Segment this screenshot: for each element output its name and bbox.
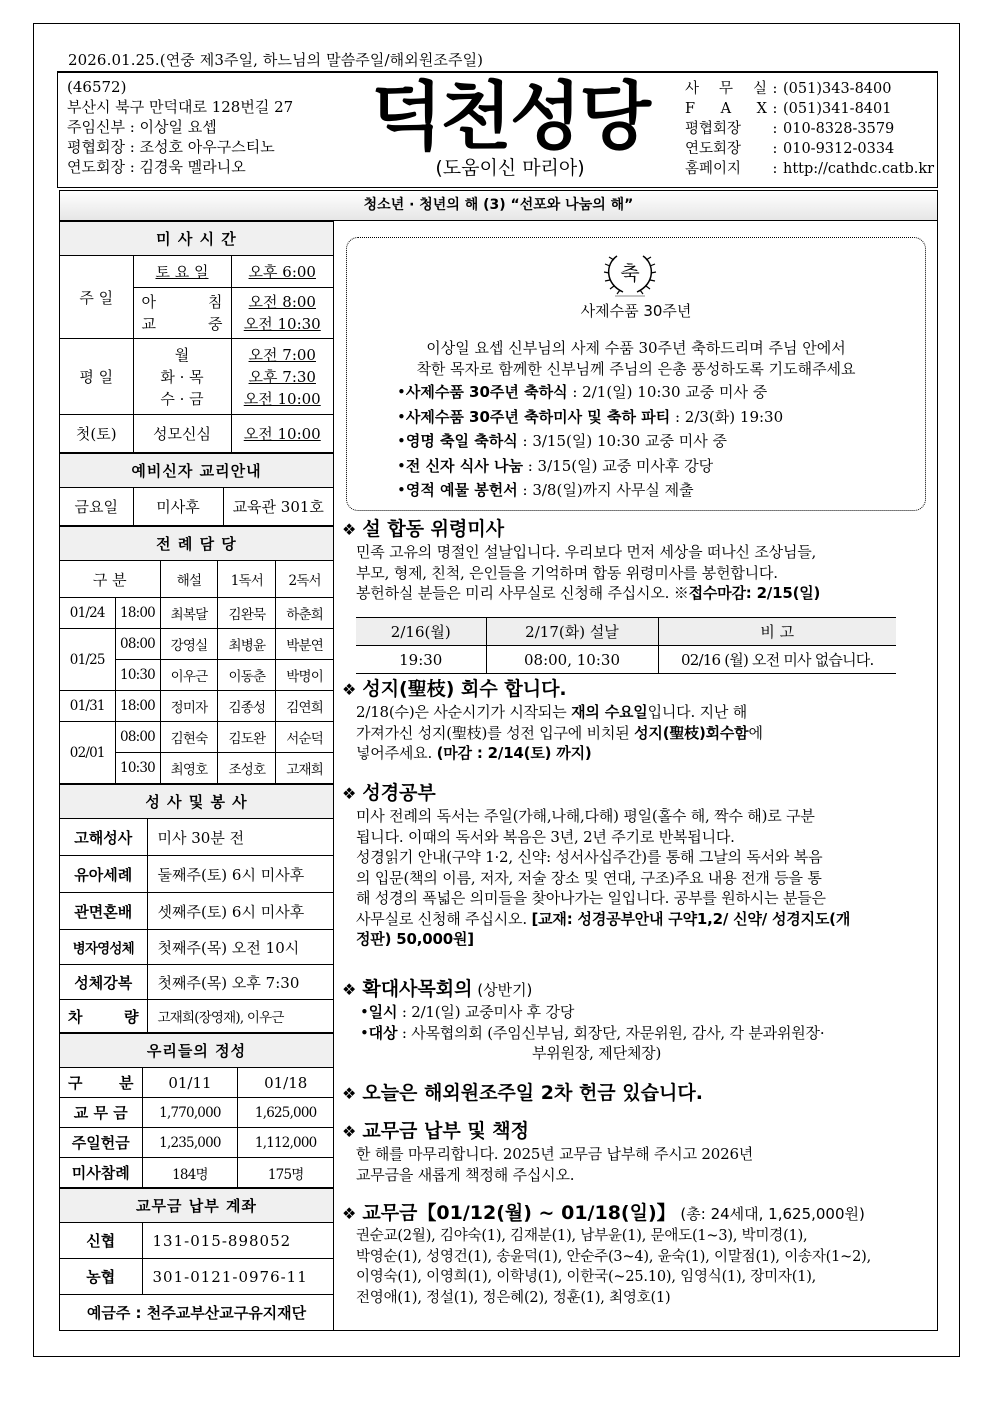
offerings-table <box>60 1033 333 1188</box>
liturgy-table <box>60 526 333 784</box>
table-row: 구 분 01/11 01/18 <box>60 1068 333 1098</box>
table-row: 차 량 고재희(장영재), 이우근 <box>60 1000 333 1033</box>
contact-requiem: 연도회장 : 010-9312-0334 <box>685 141 895 157</box>
catechumen-time: 미사후 <box>133 488 223 526</box>
catechumen-day: 금요일 <box>60 488 133 526</box>
table-row: 고해성사 미사 30분 전 <box>60 819 333 856</box>
table-row: 01/31 18:00 정미자 김종성 김연희 <box>60 691 333 722</box>
council-section: ❖ 확대사목회의 (상반기) •일시 : 2/1(일) 교중미사 후 강당 •대상 : 사목협의회 (주임신부님, 회장단, 자문위원, 감사, 각 분과위원장· 부위원장, 제단체장) <box>342 977 922 1064</box>
table-row: 10:30 최영호 조성호 고재희 <box>60 753 333 784</box>
contact-office: 사 무 실 : (051)343-8400 <box>685 81 892 97</box>
address: 부산시 북구 만덕대로 128번길 27 <box>67 98 294 116</box>
sunday-label: 주 일 <box>60 256 133 339</box>
right-column <box>334 221 937 1330</box>
liturgy-title: 전 례 담 당 <box>60 527 333 561</box>
table-row: 신협 131-015-898052 <box>60 1223 333 1259</box>
sat-day: 토 요 일 <box>133 256 231 288</box>
mass-times-title: 미 사 시 간 <box>60 222 333 256</box>
diamond-bullet-icon: ❖ <box>342 1084 357 1103</box>
church-patron: (도움이신 마리아) <box>435 157 585 179</box>
section-title: ❖ 성지(聖枝) 회수 합니다. <box>342 678 567 700</box>
mass-times-table <box>60 221 333 453</box>
contact-block <box>685 79 934 179</box>
address-block <box>67 77 293 177</box>
section-title: ❖ 확대사목회의 (상반기) <box>342 978 533 1000</box>
weekday-days: 월 화 · 목 수 · 금 <box>133 339 231 415</box>
liturgy-header-commentary: 해설 <box>160 561 218 598</box>
table-row: 성체강복 첫째주(목) 오후 7:30 <box>60 965 333 1000</box>
catechumen-table <box>60 453 333 526</box>
left-column <box>60 221 334 1330</box>
dues-section: ❖ 교무금 납부 및 책정 한 해를 마무리합니다. 2025년 교무금 납부해 주시고 2026년 교무금을 새롭게 책정해 주십시오. <box>342 1119 922 1185</box>
diamond-bullet-icon: ❖ <box>342 520 357 539</box>
table-row: 관면혼배 셋째주(토) 6시 미사후 <box>60 893 333 930</box>
contact-council: 평협회장 : 010-8328-3579 <box>685 121 895 137</box>
contact-fax: F A X : (051)341-8401 <box>685 101 892 117</box>
requiem-president: 연도회장 : 김경욱 멜라니오 <box>67 158 246 176</box>
first-sat-day: 성모신심 <box>133 415 231 453</box>
table-row: 주일헌금 1,235,000 1,112,000 <box>60 1128 333 1158</box>
memorial-mass-section: ❖ 설 합동 위령미사 민족 고유의 명절인 설날입니다. 우리보다 먼저 세상을 떠나신 조상님들, 부모, 형제, 친척, 은인들을 기억하며 합동 위령미사를 봉헌합니다. 봉헌하실 분들은 미리 사무실로 신청해 주십시오. ※접수마감: 2/15(일) <box>342 517 922 604</box>
table-row: 10:30 이우근 이동춘 박명이 <box>60 660 333 691</box>
masthead <box>57 71 938 188</box>
weekday-times: 오전 7:00 오후 7:30 오전 10:00 <box>231 339 333 415</box>
postal-code: (46572) <box>67 78 127 96</box>
catechumen-title: 예비신자 교리안내 <box>60 454 333 488</box>
anniversary-box <box>346 237 926 511</box>
section-title: ❖ 교무금 납부 및 책정 <box>342 1120 530 1142</box>
bible-study-section: ❖ 성경공부 미사 전례의 독서는 주일(가해,나해,다해) 평일(홀수 해, 짝수 해)로 구분 됩니다. 이때의 독서와 복음은 3년, 2년 주기로 반복됩니다. 성경읽기 안내(구약 1·2, 신약: 성서사십주간)를 통해 그날의 독서와 복음 의 입문(책의 이름, 저자, 저술 장소 및 연대, 구조)주요 내용 전개 등을 통 해 성경의 폭넓은 의미들을 찾아나가는 일입니다. 공부를 원하시는 분들은 사무실로 신청해 주십시오. [교재: 성경공부안내 구약1,2/ 신약/ 성경지도(개 정판) 50,000원] <box>342 781 922 950</box>
overseas-aid-section <box>342 1081 922 1106</box>
section-title: ❖ 설 합동 위령미사 <box>342 518 505 540</box>
content-box <box>59 190 938 1331</box>
anniversary-events <box>397 380 783 503</box>
weekday-label: 평 일 <box>60 339 133 415</box>
first-sat-label: 첫(토) <box>60 415 133 453</box>
section-title: ❖ 오늘은 해외원조주일 2차 헌금 있습니다. <box>342 1082 703 1104</box>
memorial-mass-table: 2/16(월) 2/17(화) 설날 비 고 19:30 08:00, 10:30 02/16 (월) 오전 미사 없습니다. <box>356 617 896 674</box>
liturgy-header-reading1: 1독서 <box>218 561 276 598</box>
accounts-title: 교무금 납부 계좌 <box>60 1189 333 1223</box>
sacraments-title: 성 사 및 봉 사 <box>60 785 333 819</box>
first-sat-time: 오전 10:00 <box>231 415 333 453</box>
table-row: 교 무 금 1,770,000 1,625,000 <box>60 1098 333 1128</box>
section-title: ❖ 교무금【01/12(월) ~ 01/18(일)】 (총: 24세대, 1,625,000원) <box>342 1202 865 1224</box>
table-row: 미사참례 184명 175명 <box>60 1158 333 1188</box>
diamond-bullet-icon: ❖ <box>342 784 357 803</box>
anniversary-title: 사제수품 30주년 <box>580 302 692 320</box>
table-row: 농협 301-0121-0976-11 <box>60 1259 333 1295</box>
church-name: 덕천성당 <box>371 74 649 160</box>
table-row: 02/01 08:00 김현숙 김도완 서순덕 <box>60 722 333 753</box>
list-item: •영적 예물 봉헌서 : 3/8(일)까지 사무실 제출 <box>397 481 694 499</box>
laurel-wreath-icon <box>599 248 661 298</box>
palm-section: ❖ 성지(聖枝) 회수 합니다. 2/18(수)은 사순시기가 시작되는 재의 수요일입니다. 지난 해 가져가신 성지(聖枝)를 성전 입구에 비치된 성지(聖枝)회수함에 넣어주세요. (마감 : 2/14(토) 까지) <box>342 677 922 764</box>
list-item: •사제수품 30주년 축하미사 및 축하 파티 : 2/3(화) 19:30 <box>397 407 784 426</box>
table-row: 병자영성체 첫째주(목) 오전 10시 <box>60 930 333 965</box>
sacraments-table <box>60 784 333 1033</box>
dues-list-section: ❖ 교무금【01/12(월) ~ 01/18(일)】 (총: 24세대, 1,625,000원) 권순교(2월), 김야숙(1), 김재분(1), 남부윤(1), 문애도(1~3), 박미경(1), 박영순(1), 성영건(1), 송윤덕(1), 안순주(3~4), 윤숙(1), 이말점(1), 이송자(1~2), 이영숙(1), 이영희(1), 이학녕(1), 이한국(~25.10), 임영식(1), 장미자(1), 전영애(1), 정설(1), 정은혜(2), 정훈(1), 최영호(1) <box>342 1201 922 1308</box>
liturgy-header-reading2: 2독서 <box>276 561 333 598</box>
diamond-bullet-icon: ❖ <box>342 1204 357 1223</box>
dateline: 2026.01.25.(연중 제3주일, 하느님의 말씀주일/해외원조주일) <box>68 51 484 69</box>
sat-time: 오후 6:00 <box>231 256 333 288</box>
list-item: •사제수품 30주년 축하식 : 2/1(일) 10:30 교중 미사 중 <box>397 383 768 401</box>
diamond-bullet-icon: ❖ <box>342 1122 357 1141</box>
pastor: 주임신부 : 이상일 요셉 <box>67 118 217 136</box>
diamond-bullet-icon: ❖ <box>342 980 357 999</box>
table-row: 01/24 18:00 최복달 김완묵 하춘희 <box>60 598 333 629</box>
catechumen-place: 교육관 301호 <box>223 488 333 526</box>
section-title: ❖ 성경공부 <box>342 782 436 804</box>
account-holder: 예금주 : 천주교부산교구유지재단 <box>60 1295 333 1331</box>
contact-homepage[interactable]: 홈페이지 : http://cathdc.catb.kr <box>685 161 935 177</box>
sunday-times: 오전 8:00 오전 10:30 <box>231 288 333 339</box>
diamond-bullet-icon: ❖ <box>342 680 357 699</box>
liturgy-header-category: 구 분 <box>60 561 160 598</box>
list-item: •전 신자 식사 나눔 : 3/15(일) 교중 미사후 강당 <box>397 456 714 475</box>
list-item: •영명 축일 축하식 : 3/15(일) 10:30 교중 미사 중 <box>397 432 727 450</box>
sunday-days: 아 침 교 중 <box>133 288 231 339</box>
svg-text:축: 축 <box>620 261 640 285</box>
offerings-title: 우리들의 정성 <box>60 1034 333 1068</box>
anniversary-message: 이상일 요셉 신부님의 사제 수품 30주년 축하드리며 주님 안에서 착한 목자로 함께한 신부님께 주님의 은총 풍성하도록 기도해주세요 <box>416 339 856 378</box>
table-row: 01/25 08:00 강영실 최병윤 박분연 <box>60 629 333 660</box>
accounts-table <box>60 1188 333 1331</box>
council-president: 평협회장 : 조성호 아우구스티노 <box>67 138 275 156</box>
table-row: 유아세례 둘째주(토) 6시 미사후 <box>60 856 333 893</box>
year-theme-banner: 청소년 · 청년의 해 (3) “선포와 나눔의 해” <box>60 191 937 221</box>
